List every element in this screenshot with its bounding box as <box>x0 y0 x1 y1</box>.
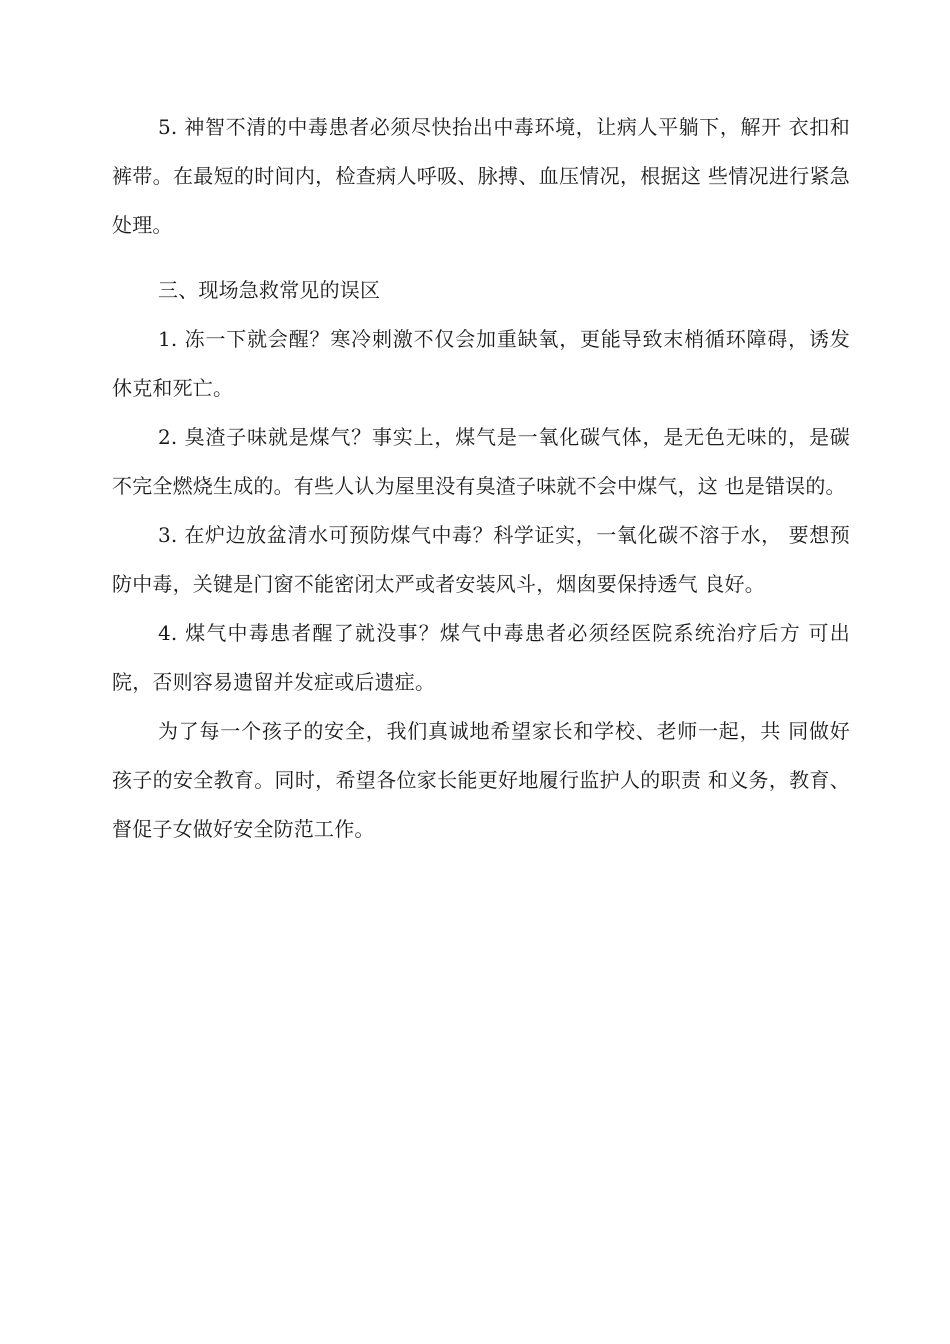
section-heading: 三、现场急救常见的误区 <box>158 278 381 302</box>
myth-item-1: 1. 冻一下就会醒？寒冷刺激不仅会加重缺氧，更能导致末梢循环障碍，诱发休克和死亡。 <box>112 327 850 400</box>
myth-item-3: 3. 在炉边放盆清水可预防煤气中毒？科学证实，一氧化碳不溶于水， 要想预防中毒，关键是门窗不能密闭太严或者安装风斗，烟囱要保持透气 良好。 <box>112 523 850 596</box>
myth-item-4: 4. 煤气中毒患者醒了就没事？煤气中毒患者必须经医院系统治疗后方 可出院，否则容易遗留并发症或后遗症。 <box>112 621 850 694</box>
myth-item-2: 2. 臭渣子味就是煤气？事实上，煤气是一氧化碳气体，是无色无味的，是碳不完全燃烧生成的。有些人认为屋里没有臭渣子味就不会中煤气，这 也是错误的。 <box>112 425 850 498</box>
closing-paragraph: 为了每一个孩子的安全，我们真诚地希望家长和学校、老师一起，共 同做好孩子的安全教育。同时，希望各位家长能更好地履行监护人的职责 和义务，教育、督促子女做好安全防范工作。 <box>112 719 850 841</box>
paragraph-item-5: 5. 神智不清的中毒患者必须尽快抬出中毒环境，让病人平躺下，解开 衣扣和裤带。在最短的时间内，检查病人呼吸、脉搏、血压情况，根据这 些情况进行紧急处理。 <box>112 115 850 237</box>
document-body <box>112 103 850 854</box>
